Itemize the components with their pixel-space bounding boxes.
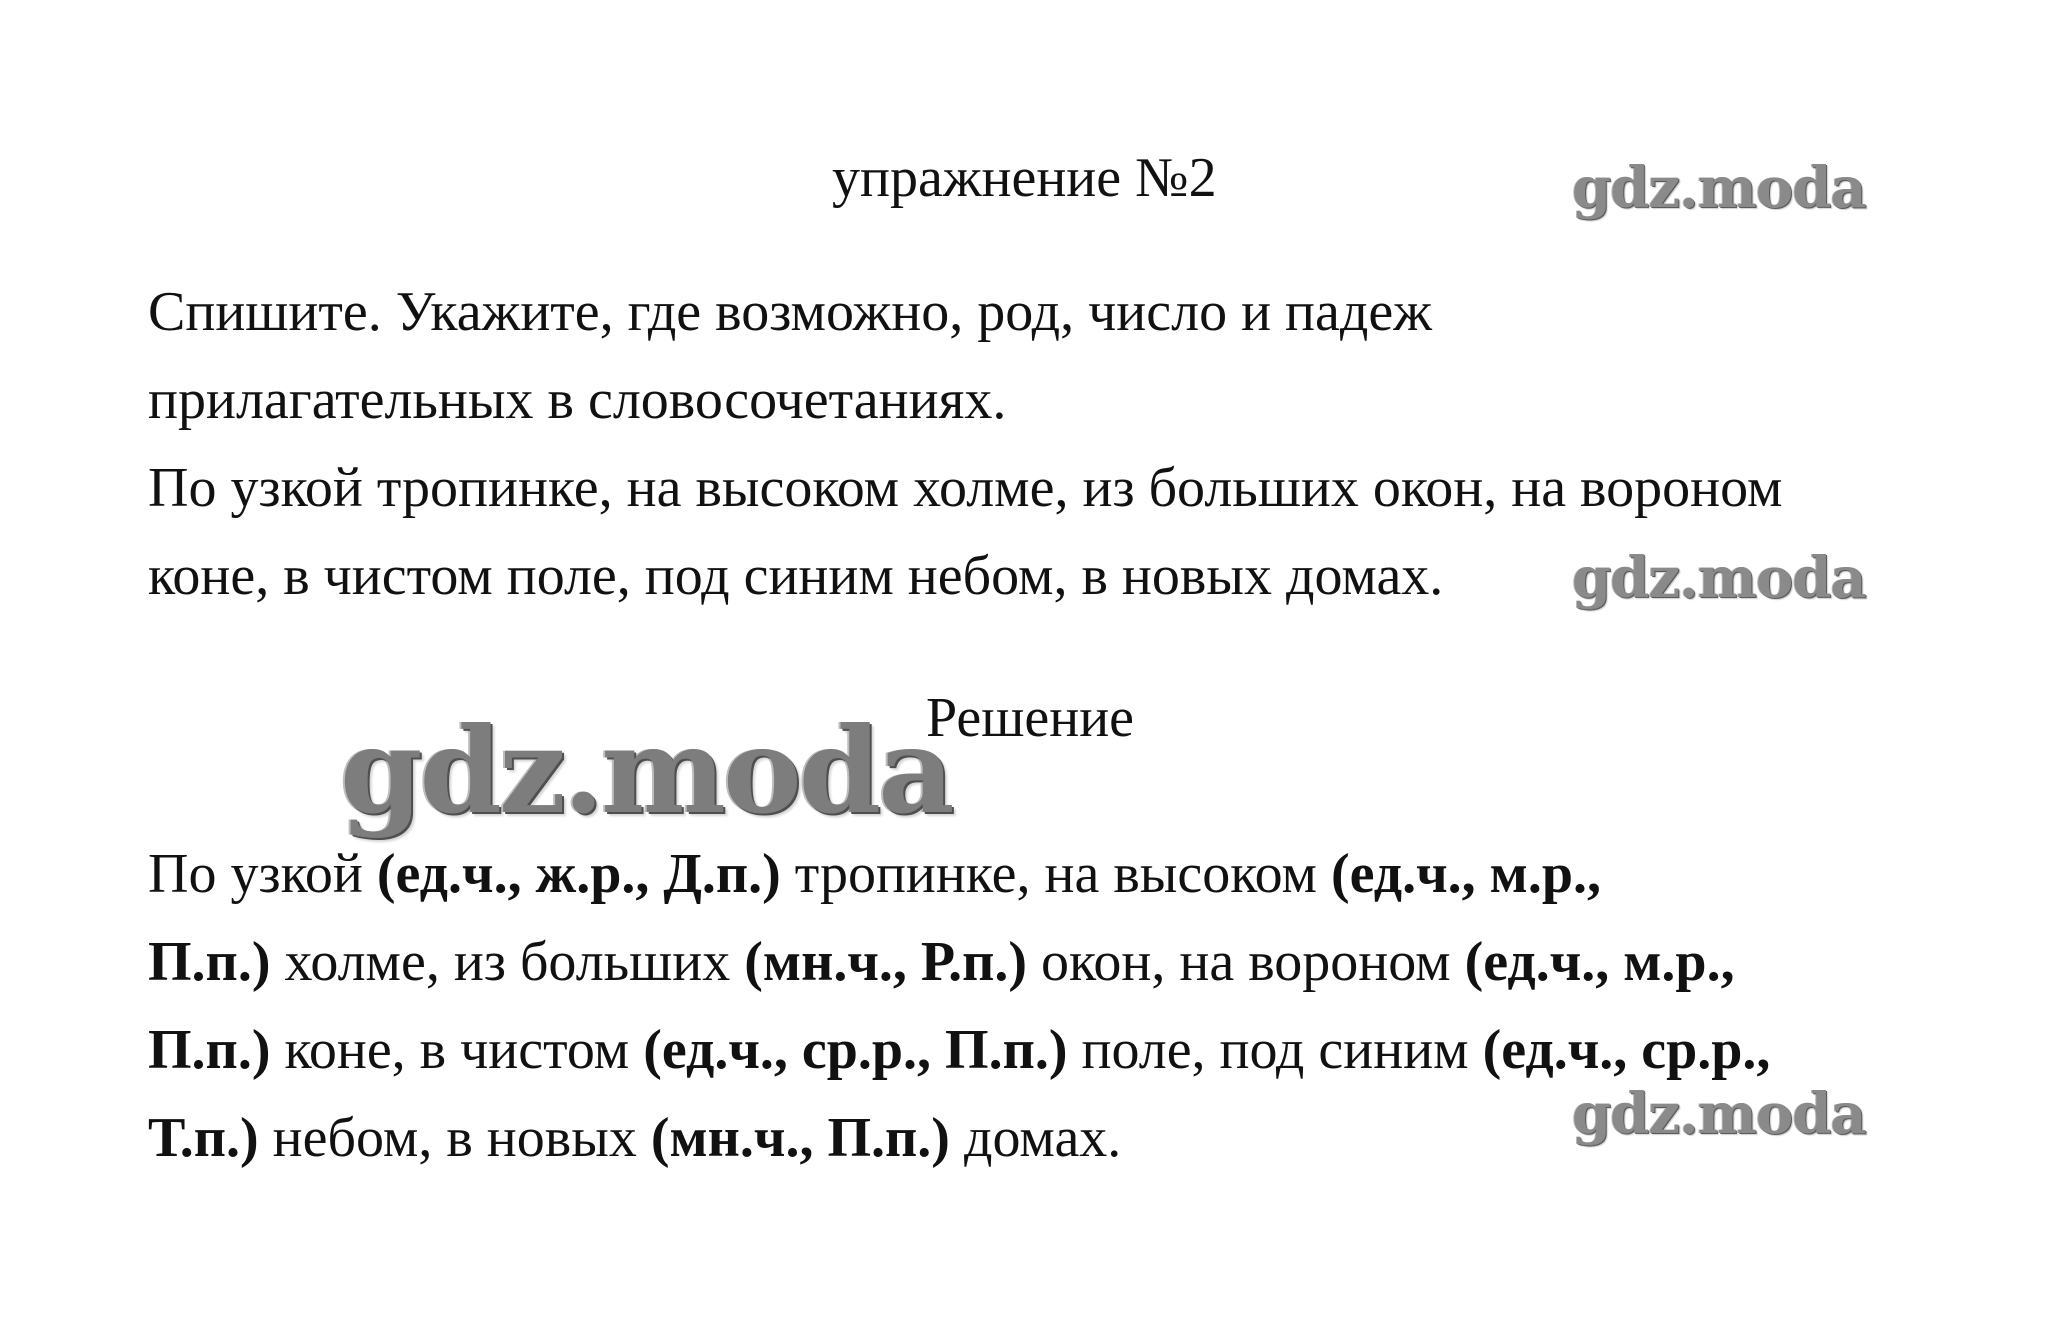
task-line-4: коне, в чистом поле, под синим небом, в новых домах. (148, 545, 1444, 607)
solution-text: поле, под синим (1067, 1019, 1483, 1081)
solution-text: окон, на вороном (1027, 931, 1465, 993)
task-line-2: прилагательных в словосочетаниях. (148, 369, 1007, 431)
grammar-annotation: П.п.) (148, 931, 271, 993)
solution-line-1 (148, 843, 1601, 905)
grammar-annotation: Т.п.) (148, 1107, 259, 1169)
task-line-3: По узкой тропинке, на высоком холме, из больших окон, на вороном (148, 457, 1783, 519)
solution-title: Решение (926, 687, 1135, 749)
solution-line-4 (148, 1107, 1122, 1169)
task-line-1: Спишите. Укажите, где возможно, род, число и падеж (148, 281, 1432, 343)
grammar-annotation: П.п.) (148, 1019, 271, 1081)
grammar-annotation: (ед.ч., м.р., (1464, 931, 1735, 993)
watermark-logo: gdz.moda (1572, 545, 1866, 611)
solution-text: холме, из больших (270, 931, 745, 993)
watermark-logo: gdz.moda (1572, 1081, 1866, 1147)
grammar-annotation: (мн.ч., Р.п.) (744, 931, 1028, 993)
solution-text: коне, в чистом (270, 1019, 644, 1081)
solution-text: домах. (949, 1107, 1122, 1169)
solution-text: По узкой (148, 843, 377, 905)
solution-text: небом, в новых (258, 1107, 651, 1169)
watermark-logo: gdz.moda (1572, 155, 1866, 221)
solution-line-2 (148, 931, 1735, 993)
exercise-title: упражнение №2 (832, 147, 1217, 209)
solution-text: тропинке, на высоком (780, 843, 1331, 905)
grammar-annotation: (ед.ч., ср.р., П.п.) (643, 1019, 1068, 1081)
grammar-annotation: (ед.ч., ср.р., (1482, 1019, 1771, 1081)
grammar-annotation: (ед.ч., ж.р., Д.п.) (376, 843, 781, 905)
watermark-logo-large: gdz.moda (340, 701, 952, 840)
grammar-annotation: (мн.ч., П.п.) (650, 1107, 950, 1169)
solution-line-3 (148, 1019, 1771, 1081)
grammar-annotation: (ед.ч., м.р., (1331, 843, 1601, 905)
